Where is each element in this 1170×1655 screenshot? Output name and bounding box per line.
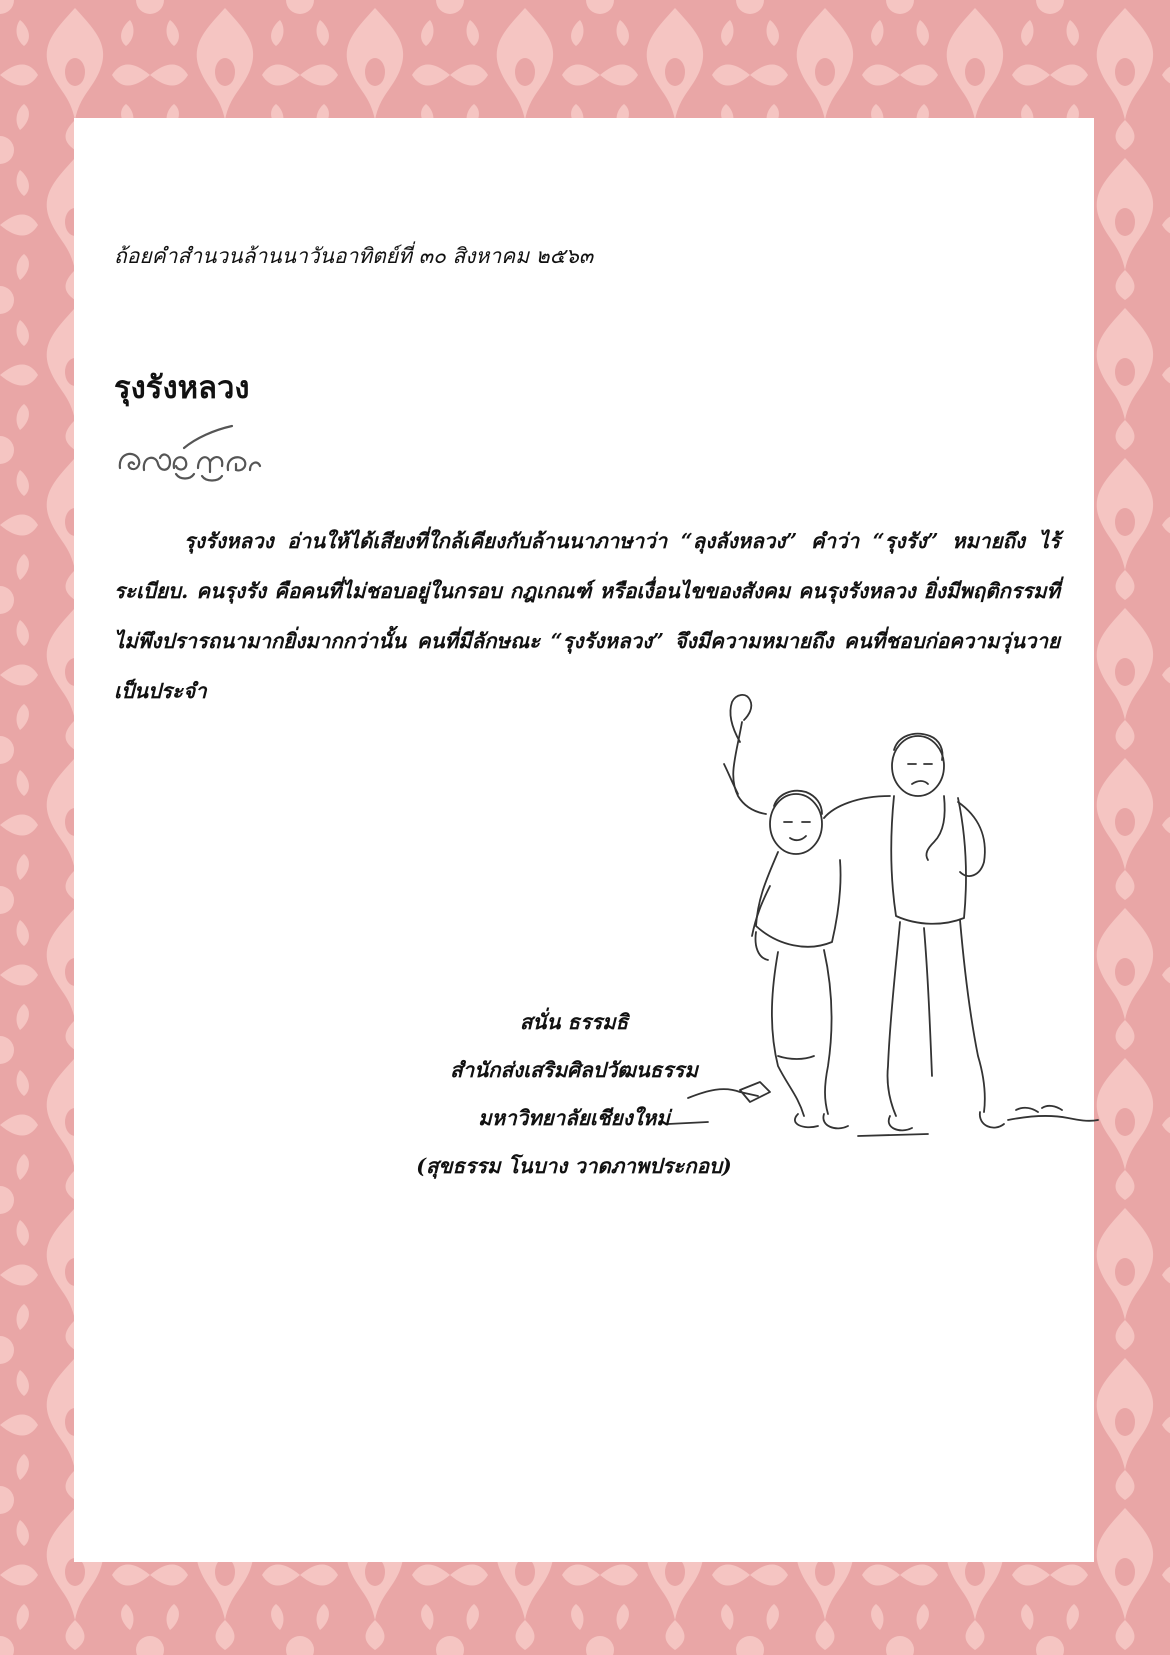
header-date-line: ถ้อยคำสำนวนล้านนาวันอาทิตย์ที่ ๓๐ สิงหาคม ๒๕๖๓ [114,244,594,268]
author-university: มหาวิทยาลัยเชียงใหม่ [478,1106,670,1130]
body-paragraph: รุงรังหลวง อ่านให้ได้เสียงที่ใกล้เคียงกับล้านนาภาษาว่า “ลุงลังหลวง” คำว่า “รุงรัง” หมายถึง ไร้ระเบียบ. คนรุงรัง คือคนที่ไม่ชอบอยู่ในกรอบ กฎเกณฑ์ หรือเงื่อนไขของสังคม คนรุงรังหลวง ยิ่งมีพฤติกรรมที่ไม่พึงปรารถนามากยิ่งมากกว่านั้น คนที่มีลักษณะ “รุงรังหลวง” จึงมีความหมายถึง คนที่ชอบก่อความวุ่นวายเป็นประจำ [114,529,1060,703]
lanna-script-word-icon [114,424,264,486]
page-title: รุงรังหลวง [114,370,250,406]
author-name: สนั่น ธรรมธิ [519,1010,629,1034]
author-office: สำนักส่งเสริมศิลปวัฒนธรรม [450,1058,698,1082]
author-signature-block [304,998,844,1190]
document-page [74,118,1094,1562]
illustration-credit: (สุขธรรม โนบาง วาดภาพประกอบ) [416,1154,732,1178]
